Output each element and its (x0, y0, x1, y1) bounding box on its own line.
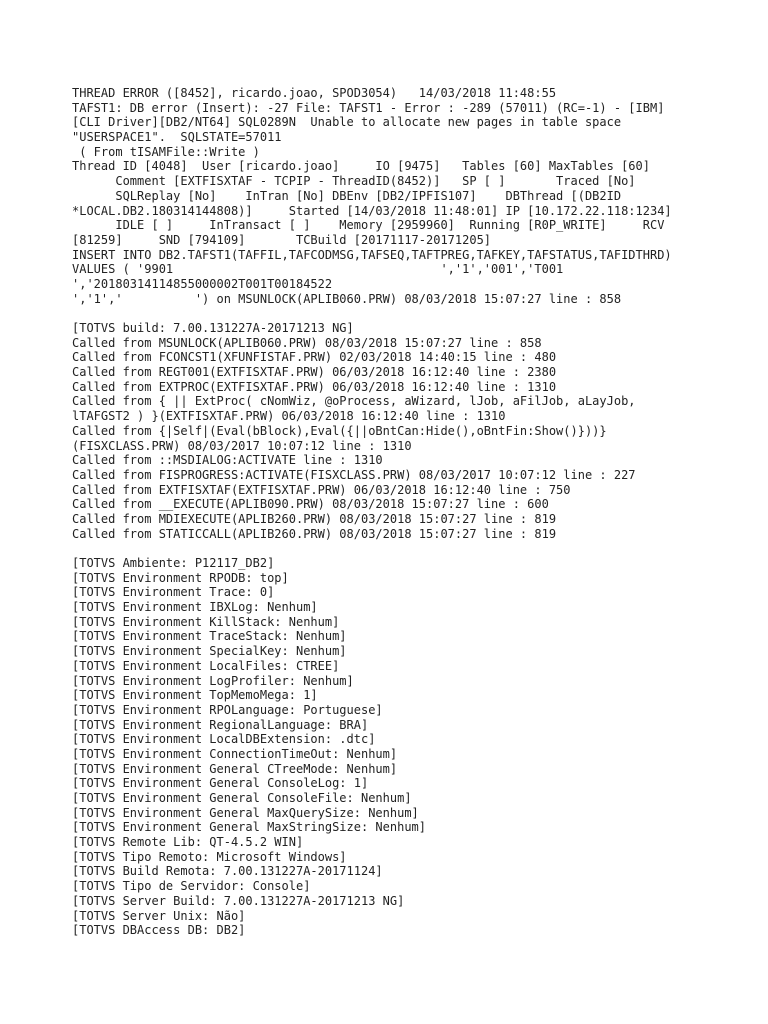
log-line: [TOTVS build: 7.00.131227A-20171213 NG] (72, 321, 354, 335)
log-line: [TOTVS Environment RegionalLanguage: BRA] (72, 717, 369, 732)
log-line: [TOTVS Environment General ConsoleLog: 1] (72, 776, 369, 791)
log-line: "USERSPACE1". SQLSTATE=57011 (72, 130, 282, 145)
log-line: [TOTVS Ambiente: P12117_DB2] (72, 556, 275, 570)
log-line: Called from MSUNLOCK(APLIB060.PRW) 08/03/2018 15:07:27 line : 858 (72, 335, 542, 350)
log-line: [TOTVS Tipo de Servidor: Console] (72, 879, 311, 894)
log-line: [TOTVS Tipo Remoto: Microsoft Windows] (72, 849, 347, 864)
log-line: [TOTVS Remote Lib: QT-4.5.2 WIN] (72, 835, 304, 850)
log-line: lTAFGST2 ) }(EXTFISXTAF.PRW) 06/03/2018 16:12:40 line : 1310 (72, 409, 506, 424)
log-line: Called from {|Self|(Eval(bBlock),Eval({||oBntCan:Hide(),oBntFin:Show()}))} (72, 423, 607, 438)
log-line: Called from __EXECUTE(APLIB090.PRW) 08/03/2018 15:07:27 line : 600 (72, 497, 549, 512)
log-line: ( From tISAMFile::Write ) (72, 144, 260, 159)
spacer (72, 306, 762, 321)
log-line: VALUES ( '9901 ','1','001','T001 (72, 262, 564, 277)
log-line: [TOTVS Environment RPODB: top] (72, 570, 289, 585)
log-line: [TOTVS Environment LogProfiler: Nenhum] (72, 673, 354, 688)
log-line: [TOTVS Environment RPOLanguage: Portuguese] (72, 702, 383, 717)
thread-error-block (72, 86, 762, 306)
log-line: [TOTVS Environment ConnectionTimeOut: Nenhum] (72, 746, 398, 761)
log-line: [TOTVS Environment LocalFiles: CTREE] (72, 658, 340, 673)
log-line: (FISXCLASS.PRW) 08/03/2017 10:07:12 line : 1310 (72, 438, 412, 453)
log-line: [TOTVS Environment General MaxStringSize: Nenhum] (72, 820, 427, 835)
log-line: [TOTVS Environment KillStack: Nenhum] (72, 614, 340, 629)
log-line: Called from { || ExtProc( cNomWiz, @oProcess, aWizard, lJob, aFilJob, aLayJob, (72, 394, 636, 409)
log-line: Called from FISPROGRESS:ACTIVATE(FISXCLASS.PRW) 08/03/2017 10:07:12 line : 227 (72, 467, 636, 482)
log-line: [TOTVS Build Remota: 7.00.131227A-20171124] (72, 864, 383, 879)
log-line: Called from ::MSDIALOG:ACTIVATE line : 1310 (72, 453, 383, 468)
log-line: [CLI Driver][DB2/NT64] SQL0289N Unable to allocate new pages in table space (72, 115, 622, 130)
log-line: INSERT INTO DB2.TAFST1(TAFFIL,TAFCODMSG,TAFSEQ,TAFTPREG,TAFKEY,TAFSTATUS,TAFIDTHRD) (72, 247, 672, 262)
log-line: [TOTVS Environment General MaxQuerySize: Nenhum] (72, 805, 419, 820)
log-line: TAFST1: DB error (Insert): -27 File: TAFST1 - Error : -289 (57011) (RC=-1) - [IBM] (72, 100, 665, 115)
log-line: [TOTVS Environment Trace: 0] (72, 585, 275, 600)
log-line: ','20180314114855000002T001T00184522 (72, 276, 333, 291)
log-line: [TOTVS Server Build: 7.00.131227A-20171213 NG] (72, 893, 405, 908)
log-line: Called from EXTPROC(EXTFISXTAF.PRW) 06/03/2018 16:12:40 line : 1310 (72, 379, 557, 394)
log-line: Called from STATICCALL(APLIB260.PRW) 08/03/2018 15:07:27 line : 819 (72, 526, 557, 541)
log-line: IDLE [ ] InTransact [ ] Memory [2959960] Running [R0P_WRITE] RCV (72, 218, 665, 233)
log-line: SQLReplay [No] InTran [No] DBEnv [DB2/IPFIS107] DBThread [(DB2ID (72, 188, 622, 203)
log-line: Called from EXTFISXTAF(EXTFISXTAF.PRW) 06/03/2018 16:12:40 line : 750 (72, 482, 571, 497)
spacer (72, 541, 762, 556)
log-line: Called from REGT001(EXTFISXTAF.PRW) 06/03/2018 16:12:40 line : 2380 (72, 365, 557, 380)
log-line: ','1',' ') on MSUNLOCK(APLIB060.PRW) 08/03/2018 15:07:27 line : 858 (72, 291, 622, 306)
log-line: *LOCAL.DB2.180314144808)] Started [14/03/2018 11:48:01] IP [10.172.22.118:1234] (72, 203, 672, 218)
log-line: [TOTVS Environment General ConsoleFile: Nenhum] (72, 791, 412, 805)
log-line: [TOTVS Environment General CTreeMode: Nenhum] (72, 761, 398, 776)
log-line: [TOTVS Environment SpecialKey: Nenhum] (72, 644, 347, 659)
log-line: Called from FCONCST1(XFUNFISTAF.PRW) 02/03/2018 14:40:15 line : 480 (72, 350, 557, 365)
environment-block (72, 556, 762, 938)
log-line: THREAD ERROR ([8452], ricardo.joao, SPOD3054) 14/03/2018 11:48:55 (72, 86, 557, 100)
log-line: Called from MDIEXECUTE(APLIB260.PRW) 08/03/2018 15:07:27 line : 819 (72, 511, 557, 526)
log-line: Comment [EXTFISXTAF - TCPIP - ThreadID(8452)] SP [ ] Traced [No] (72, 174, 636, 189)
log-line: [TOTVS Server Unix: Não] (72, 908, 246, 923)
log-line: Thread ID [4048] User [ricardo.joao] IO [9475] Tables [60] MaxTables [60] (72, 159, 650, 174)
log-line: [TOTVS Environment IBXLog: Nenhum] (72, 600, 318, 615)
log-line: [TOTVS Environment LocalDBExtension: .dtc] (72, 732, 376, 747)
log-line: [81259] SND [794109] TCBuild [20171117-20171205] (72, 232, 492, 247)
log-line: [TOTVS Environment TopMemoMega: 1] (72, 688, 318, 703)
log-document (72, 86, 762, 938)
call-stack-block (72, 321, 762, 541)
log-line: [TOTVS Environment TraceStack: Nenhum] (72, 629, 347, 644)
log-line: [TOTVS DBAccess DB: DB2] (72, 923, 246, 938)
